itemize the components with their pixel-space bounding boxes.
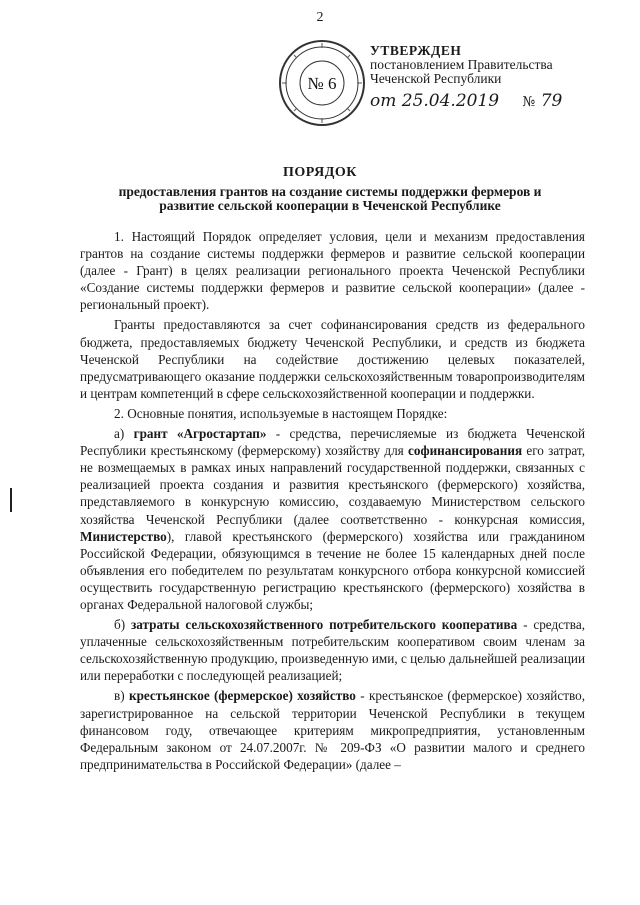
approval-date: 25.04.2019 (401, 91, 500, 111)
document-body (80, 228, 585, 776)
paragraph-2: Гранты предоставляются за счет софинансирования средств из федерального бюджета, предоставляемых бюджету Чеченской Республики, и средств из бюджета Чеченской Республики на содействие достижению целевых показателей, предусматривающего оказание поддержки сельскохозяйственным товаропроизводителям и центрам компетенций в сфере сельскохозяйственной кооперации и поддержки. (80, 317, 585, 401)
approval-title: УТВЕРЖДЕН (370, 43, 462, 58)
official-seal-stamp (277, 38, 367, 128)
paragraph-3: 2. Основные понятия, используемые в настоящем Порядке: (114, 405, 448, 421)
approval-line-1: постановлением Правительства (370, 57, 553, 72)
term-cofinancing: софинансирования (408, 443, 523, 459)
approval-date-line (370, 91, 563, 111)
definition-b: б) затраты сельскохозяйственного потребительского кооператива - средства, уплаченные сельскохозяйственным потребительским кооперативом своим членам за сельскохозяйственную продукцию, произведенную ими, с целью дальнейшей реализации или переработки с последующей реализацией; (80, 617, 586, 684)
definition-c: в) крестьянское (фермерское) хозяйство - крестьянское (фермерское) хозяйство, зарегистрированное на сельской территории Чеченской Республики в текущем финансовом году, отвечающее критериям микропредприятия, установленным Федеральным законом от 24.07.2007г. № 209-ФЗ «О развитии малого и среднего предпринимательства в Российской Федерации» (далее – (80, 688, 585, 772)
document-title: ПОРЯДОК (283, 165, 357, 180)
date-prefix: от (370, 91, 397, 111)
number-sign: № (522, 94, 536, 110)
page-number: 2 (316, 10, 324, 25)
approval-line-2: Чеченской Республики (370, 71, 502, 86)
seal-number: № 6 (307, 74, 337, 93)
term-ministry: Министерство (80, 528, 167, 544)
term-coop-expenses: затраты сельскохозяйственного потребительского кооператива (130, 617, 518, 633)
document-subtitle: предоставления грантов на создание системы поддержки фермеров и развитие сельской кооперации в Чеченской Республике (118, 184, 542, 213)
paragraph-1: 1. Настоящий Порядок определяет условия, цели и механизм предоставления грантов на создание системы поддержки фермеров и развитие сельской кооперации (далее - Грант) в целях реализации регионального проекта Чеченской Республики «Создание системы поддержки фермеров и развитие сельской кооперации» (далее - региональный проект). (80, 229, 585, 313)
term-agrostartap: грант «Агростартап» (133, 426, 267, 442)
margin-mark (10, 488, 12, 512)
definition-a: а) грант «Агростартап» - средства, перечисляемые из бюджета Чеченской Республики крестьянскому (фермерскому) хозяйству для софинансирования его затрат, не возмещаемых в рамках иных направлений государственной поддержки, связанных с реализацией проекта создания и развития крестьянского (фермерского) хозяйства, представляемого в конкурсную комиссию, создаваемую Министерством сельского хозяйства Чеченской Республики (далее соответственно - конкурсная комиссия, Министерство), главой крестьянского (фермерского) хозяйства или гражданином Российской Федерации, обязующимся в течение не более 15 календарных дней после объявления его победителем по результатам конкурсного отбора конкурсной комиссией осуществить государственную регистрацию крестьянского (фермерского) хозяйства в органах Федеральной налоговой службы; (80, 426, 585, 612)
approval-block (370, 44, 562, 109)
term-farm: крестьянское (фермерское) хозяйство (128, 688, 356, 704)
approval-number: 79 (540, 91, 563, 111)
